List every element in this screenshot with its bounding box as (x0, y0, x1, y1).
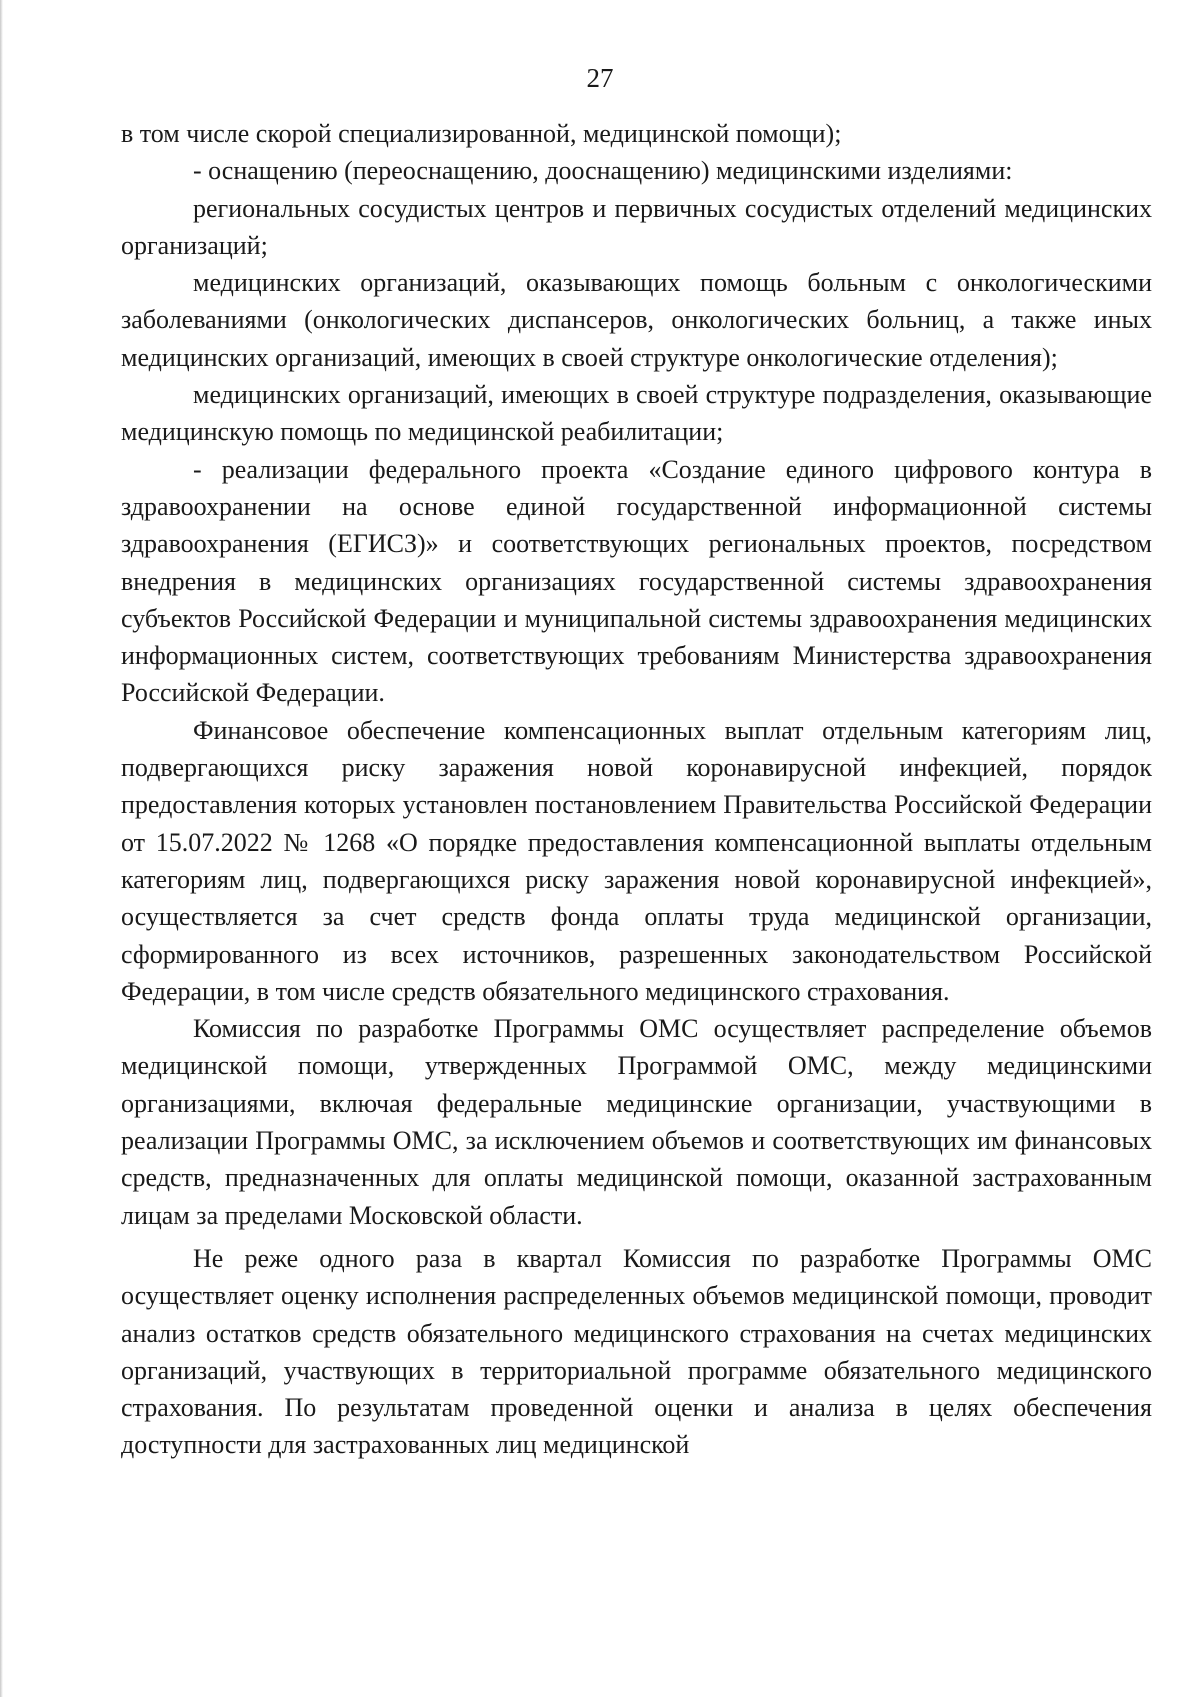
paragraph-oncology-organizations: медицинских организаций, оказывающих помощь больным с онкологическими заболеваниями (онкологических диспансеров, онкологических больниц, а также иных медицинских организаций, имеющих в своей структуре онкологические отделения); (121, 268, 1152, 372)
paragraph-continuation: в том числе скорой специализированной, медицинской помощи); (121, 119, 842, 148)
paragraph-compensation-payments: Финансовое обеспечение компенсационных выплат отдельным категориям лиц, подвергающихся риску заражения новой коронавирусной инфекцией, порядок предоставления которых установлен постановлением Правительства Российской Федерации от 15.07.2022 № 1268 «О порядке предоставления компенсационной выплаты отдельным категориям лиц, подвергающихся риску заражения новой коронавирусной инфекцией», осуществляется за счет средств фонда оплаты труда медицинской организации, сформированного из всех источников, разрешенных законодательством Российской Федерации, в том числе средств обязательного медицинского страхования. (121, 715, 1152, 1006)
paragraph-quarterly-assessment: Не реже одного раза в квартал Комиссия по разработке Программы ОМС осуществляет оценку исполнения распределенных объемов медицинской помощи, проводит анализ остатков средств обязательного медицинского страхования на счетах медицинских организаций, участвующих в территориальной программе обязательного медицинского страхования. По результатам проведенной оценки и анализа в целях обеспечения доступности для застрахованных лиц медицинской (121, 1243, 1152, 1460)
paragraph-commission-distribution: Комиссия по разработке Программы ОМС осуществляет распределение объемов медицинской помощи, утвержденных Программой ОМС, между медицинскими организациями, включая федеральные медицинские организации, участвующими в реализации Программы ОМС, за исключением объемов и соответствующих им финансовых средств, предназначенных для оплаты медицинской помощи, оказанной застрахованным лицам за пределами Московской области. (121, 1014, 1152, 1230)
paragraph-vascular-centers: региональных сосудистых центров и первичных сосудистых отделений медицинских организаций; (121, 193, 1152, 260)
paragraph-digital-contour-project: - реализации федерального проекта «Создание единого цифрового контура в здравоохранении на основе единой государственной информационной системы здравоохранения (ЕГИСЗ)» и соответствующих региональных проектов, посредством внедрения в медицинских организациях государственной системы здравоохранения субъектов Российской Федерации и муниципальной системы здравоохранения медицинских информационных систем, соответствующих требованиям Министерства здравоохранения Российской Федерации. (121, 454, 1152, 708)
document-body (121, 115, 1152, 1464)
scan-edge (0, 0, 3, 1697)
paragraph-equipment-item: - оснащению (переоснащению, дооснащению) медицинскими изделиями: (193, 156, 1013, 186)
page-number: 27 (586, 63, 614, 93)
paragraph-rehabilitation-organizations: медицинских организаций, имеющих в своей структуре подразделения, оказывающие медицинскую помощь по медицинской реабилитации; (121, 380, 1152, 447)
